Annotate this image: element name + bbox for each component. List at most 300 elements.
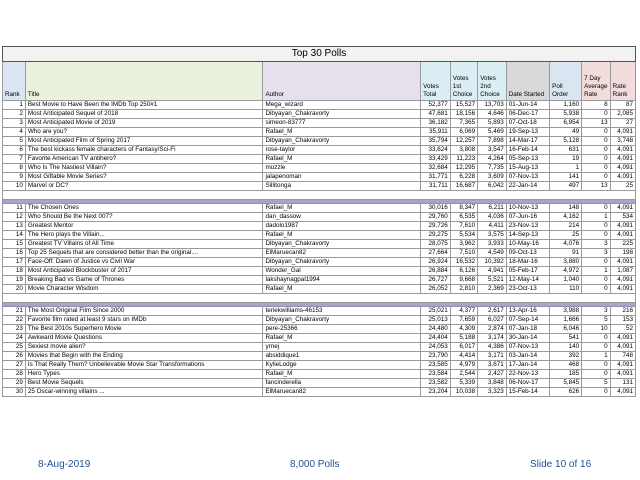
cell-votes-total: 31,711 — [421, 182, 451, 191]
cell-rank: 16 — [3, 249, 26, 258]
cell-title: Who Is The Nastiest Villain? — [25, 164, 263, 173]
cell-rank: 5 — [3, 137, 26, 146]
cell-title: Best Movie to Have Been the IMDb Top 250#1 — [25, 101, 263, 110]
cell-rank: 7 — [3, 155, 26, 164]
cell-author: Rafael_M — [263, 128, 421, 137]
cell-votes-2nd: 4,646 — [478, 110, 507, 119]
cell-votes-2nd: 3,174 — [478, 334, 507, 343]
table-row — [3, 213, 636, 222]
table-row — [3, 231, 636, 240]
cell-rank: 9 — [3, 173, 26, 182]
cell-votes-total: 25,013 — [421, 316, 451, 325]
cell-author: Rafael_M — [263, 231, 421, 240]
cell-date-started: 01-Jun-14 — [506, 101, 549, 110]
cell-votes-2nd: 2,617 — [478, 307, 507, 316]
cell-author: Rafael_M — [263, 285, 421, 294]
cell-votes-2nd: 3,575 — [478, 231, 507, 240]
cell-rate-rank: 4,091 — [610, 146, 635, 155]
cell-votes-total: 26,924 — [421, 258, 451, 267]
cell-author: Dibyayan_Chakravorty — [263, 258, 421, 267]
cell-author: rose-taylor — [263, 146, 421, 155]
cell-rate-rank: 4,091 — [610, 204, 635, 213]
cell-rate-rank: 2,085 — [610, 110, 635, 119]
cell-poll-order: 6,046 — [550, 325, 582, 334]
table-row — [3, 370, 636, 379]
cell-votes-1st: 2,810 — [450, 285, 477, 294]
cell-poll-order: 19 — [550, 155, 582, 164]
cell-votes-1st: 18,156 — [450, 110, 477, 119]
cell-votes-total: 29,726 — [421, 222, 451, 231]
cell-votes-1st: 6,535 — [450, 213, 477, 222]
table-row — [3, 307, 636, 316]
table-row — [3, 173, 636, 182]
cell-author: dadolo1987 — [263, 222, 421, 231]
table-row — [3, 249, 636, 258]
cell-date-started: 12-May-14 — [506, 276, 549, 285]
cell-title: Greatest TV Villains of All Time — [25, 240, 263, 249]
col-author-header: Author — [263, 62, 421, 101]
table-row — [3, 182, 636, 191]
table-row — [3, 334, 636, 343]
cell-title: Sexiest movie alien? — [25, 343, 263, 352]
cell-poll-order: 392 — [550, 352, 582, 361]
cell-rate-rank: 52 — [610, 325, 635, 334]
cell-votes-2nd: 7,735 — [478, 164, 507, 173]
cell-votes-total: 24,053 — [421, 343, 451, 352]
cell-votes-total: 28,075 — [421, 240, 451, 249]
cell-votes-1st: 4,979 — [450, 361, 477, 370]
cell-poll-order: 185 — [550, 370, 582, 379]
cell-avg-rate: 0 — [582, 128, 611, 137]
cell-votes-2nd: 4,036 — [478, 213, 507, 222]
cell-rate-rank: 87 — [610, 101, 635, 110]
cell-votes-total: 35,911 — [421, 128, 451, 137]
cell-rate-rank: 4,091 — [610, 285, 635, 294]
cell-votes-1st: 7,510 — [450, 249, 477, 258]
cell-author: fancinderella — [263, 379, 421, 388]
cell-votes-1st: 11,223 — [450, 155, 477, 164]
cell-rank: 12 — [3, 213, 26, 222]
header-row — [3, 62, 636, 101]
cell-rate-rank: 4,091 — [610, 276, 635, 285]
cell-rank: 3 — [3, 119, 26, 128]
cell-votes-total: 26,884 — [421, 267, 451, 276]
cell-avg-rate: 1 — [582, 352, 611, 361]
cell-date-started: 22-Nov-13 — [506, 370, 549, 379]
cell-votes-total: 52,377 — [421, 101, 451, 110]
cell-votes-total: 24,404 — [421, 334, 451, 343]
cell-date-started: 07-Sep-14 — [506, 316, 549, 325]
cell-poll-order: 5,938 — [550, 110, 582, 119]
cell-rank: 8 — [3, 164, 26, 173]
cell-rank: 18 — [3, 267, 26, 276]
cell-votes-1st: 8,347 — [450, 204, 477, 213]
cell-avg-rate: 0 — [582, 137, 611, 146]
cell-rate-rank: 198 — [610, 249, 635, 258]
cell-rate-rank: 4,091 — [610, 370, 635, 379]
cell-votes-total: 23,584 — [421, 370, 451, 379]
cell-rank: 11 — [3, 204, 26, 213]
cell-rate-rank: 4,091 — [610, 258, 635, 267]
table-row — [3, 343, 636, 352]
cell-author: simeon-83777 — [263, 119, 421, 128]
cell-rate-rank: 1,087 — [610, 267, 635, 276]
cell-author: Rafael_M — [263, 204, 421, 213]
cell-title: The best kickass female characters of Fantasy/Sci-Fi — [25, 146, 263, 155]
cell-votes-2nd: 6,042 — [478, 182, 507, 191]
cell-date-started: 14-Sep-13 — [506, 231, 549, 240]
cell-votes-total: 23,204 — [421, 388, 451, 397]
cell-title: The Hero plays the Villain... — [25, 231, 263, 240]
cell-author: muzzle — [263, 164, 421, 173]
cell-avg-rate: 0 — [582, 285, 611, 294]
cell-date-started: 23-Nov-13 — [506, 222, 549, 231]
cell-votes-1st: 12,295 — [450, 164, 477, 173]
cell-rate-rank: 4,091 — [610, 388, 635, 397]
cell-date-started: 15-Feb-14 — [506, 388, 549, 397]
cell-rate-rank: 4,091 — [610, 343, 635, 352]
cell-avg-rate: 0 — [582, 370, 611, 379]
col-title-header: Title — [25, 62, 263, 101]
cell-rank: 21 — [3, 307, 26, 316]
table-row — [3, 204, 636, 213]
cell-poll-order: 5,128 — [550, 137, 582, 146]
cell-votes-total: 29,275 — [421, 231, 451, 240]
cell-rank: 22 — [3, 316, 26, 325]
cell-title: Breaking Bad vs Game of Thrones — [25, 276, 263, 285]
cell-rank: 28 — [3, 370, 26, 379]
col-avg-rate-header: 7 Day Average Rate — [582, 62, 611, 101]
cell-date-started: 07-Nov-13 — [506, 173, 549, 182]
cell-votes-2nd: 3,323 — [478, 388, 507, 397]
col-date-header: Date Started — [506, 62, 549, 101]
cell-votes-2nd: 3,547 — [478, 146, 507, 155]
cell-title: The Chosen Ones — [25, 204, 263, 213]
cell-votes-total: 27,664 — [421, 249, 451, 258]
cell-avg-rate: 0 — [582, 155, 611, 164]
cell-poll-order: 4,972 — [550, 267, 582, 276]
cell-date-started: 03-Jan-14 — [506, 352, 549, 361]
cell-author: pere-25366 — [263, 325, 421, 334]
table-row — [3, 379, 636, 388]
cell-rate-rank: 4,091 — [610, 334, 635, 343]
cell-rate-rank: 4,091 — [610, 222, 635, 231]
cell-poll-order: 468 — [550, 361, 582, 370]
cell-votes-2nd: 6,027 — [478, 316, 507, 325]
table-row — [3, 285, 636, 294]
cell-rank: 1 — [3, 101, 26, 110]
cell-rate-rank: 4,091 — [610, 361, 635, 370]
col-votes-1st-header: Votes 1st Choice — [450, 62, 477, 101]
cell-title: Most Anticipated Blockbuster of 2017 — [25, 267, 263, 276]
cell-title: Awkward Movie Questions — [25, 334, 263, 343]
cell-avg-rate: 13 — [582, 119, 611, 128]
cell-votes-1st: 15,527 — [450, 101, 477, 110]
cell-votes-2nd: 3,933 — [478, 240, 507, 249]
cell-votes-2nd: 5,469 — [478, 128, 507, 137]
cell-poll-order: 49 — [550, 128, 582, 137]
cell-poll-order: 541 — [550, 334, 582, 343]
cell-date-started: 07-Jun-16 — [506, 213, 549, 222]
cell-poll-order: 1,040 — [550, 276, 582, 285]
cell-avg-rate: 0 — [582, 146, 611, 155]
cell-votes-2nd: 4,264 — [478, 155, 507, 164]
cell-votes-1st: 5,188 — [450, 334, 477, 343]
cell-author: absiddique1 — [263, 352, 421, 361]
cell-author: Dibyayan_Chakravorty — [263, 316, 421, 325]
cell-date-started: 05-Sep-13 — [506, 155, 549, 164]
cell-votes-2nd: 4,386 — [478, 343, 507, 352]
cell-date-started: 18-Mar-16 — [506, 258, 549, 267]
cell-votes-total: 26,727 — [421, 276, 451, 285]
cell-rank: 25 — [3, 343, 26, 352]
cell-date-started: 22-Jan-14 — [506, 182, 549, 191]
cell-votes-2nd: 5,893 — [478, 119, 507, 128]
cell-votes-2nd: 3,609 — [478, 173, 507, 182]
cell-votes-1st: 4,309 — [450, 325, 477, 334]
cell-rank: 2 — [3, 110, 26, 119]
cell-date-started: 06-Nov-17 — [506, 379, 549, 388]
cell-title: Top 25 Sequels that are considered better than the original.... — [25, 249, 263, 258]
cell-poll-order: 497 — [550, 182, 582, 191]
cell-title: Greatest Mentor — [25, 222, 263, 231]
table-row — [3, 110, 636, 119]
spacer-cell — [3, 294, 636, 303]
cell-avg-rate: 0 — [582, 204, 611, 213]
table-row — [3, 240, 636, 249]
cell-votes-total: 33,624 — [421, 146, 451, 155]
cell-poll-order: 626 — [550, 388, 582, 397]
cell-avg-rate: 1 — [582, 213, 611, 222]
col-rate-rank-header: Rate Rank — [610, 62, 635, 101]
cell-author: Rafael_M — [263, 334, 421, 343]
cell-title: Face-Off: Dawn of Justice vs Civil War — [25, 258, 263, 267]
cell-avg-rate: 0 — [582, 164, 611, 173]
cell-rank: 14 — [3, 231, 26, 240]
cell-votes-total: 36,182 — [421, 119, 451, 128]
table-row — [3, 155, 636, 164]
table-row — [3, 164, 636, 173]
cell-votes-1st: 3,962 — [450, 240, 477, 249]
cell-poll-order: 141 — [550, 173, 582, 182]
cell-title: Favorite film rated at least 9 stars on IMDb — [25, 316, 263, 325]
cell-poll-order: 4,076 — [550, 240, 582, 249]
spacer-cell — [3, 191, 636, 200]
cell-votes-1st: 7,365 — [450, 119, 477, 128]
cell-poll-order: 1,160 — [550, 101, 582, 110]
cell-votes-1st: 7,610 — [450, 222, 477, 231]
col-poll-order-header: Poll Order — [550, 62, 582, 101]
col-votes-2nd-header: Votes 2nd Choice — [478, 62, 507, 101]
cell-avg-rate: 0 — [582, 343, 611, 352]
cell-votes-total: 35,794 — [421, 137, 451, 146]
cell-rate-rank: 748 — [610, 352, 635, 361]
cell-votes-2nd: 2,874 — [478, 325, 507, 334]
cell-title: Who are you? — [25, 128, 263, 137]
cell-rank: 13 — [3, 222, 26, 231]
cell-date-started: 07-Jan-18 — [506, 325, 549, 334]
table-row — [3, 128, 636, 137]
cell-poll-order: 1 — [550, 164, 582, 173]
cell-avg-rate: 0 — [582, 173, 611, 182]
cell-date-started: 19-Sep-13 — [506, 128, 549, 137]
cell-votes-1st: 6,228 — [450, 173, 477, 182]
group-spacer — [3, 294, 636, 303]
polls-sheet — [2, 46, 636, 397]
cell-author: ElMaruecan82 — [263, 388, 421, 397]
cell-title: The Best 2010s Superhero Movie — [25, 325, 263, 334]
table-row — [3, 146, 636, 155]
table-row — [3, 276, 636, 285]
cell-author: Dibyayan_Chakravorty — [263, 137, 421, 146]
cell-votes-total: 25,021 — [421, 307, 451, 316]
table-row — [3, 267, 636, 276]
cell-poll-order: 5,845 — [550, 379, 582, 388]
cell-votes-2nd: 6,211 — [478, 204, 507, 213]
cell-poll-order: 6,954 — [550, 119, 582, 128]
cell-avg-rate: 0 — [582, 334, 611, 343]
cell-title: Movies that Begin with the Ending — [25, 352, 263, 361]
cell-rate-rank: 4,091 — [610, 128, 635, 137]
cell-votes-total: 23,585 — [421, 361, 451, 370]
cell-rank: 15 — [3, 240, 26, 249]
cell-votes-total: 31,771 — [421, 173, 451, 182]
cell-avg-rate: 0 — [582, 276, 611, 285]
table-row — [3, 361, 636, 370]
cell-votes-total: 30,016 — [421, 204, 451, 213]
cell-rank: 20 — [3, 285, 26, 294]
table-row — [3, 316, 636, 325]
cell-rate-rank: 4,091 — [610, 231, 635, 240]
cell-rate-rank: 225 — [610, 240, 635, 249]
cell-votes-2nd: 7,898 — [478, 137, 507, 146]
cell-author: Sillitonga — [263, 182, 421, 191]
cell-date-started: 06-Dec-17 — [506, 110, 549, 119]
cell-author: Dibyayan_Chakravorty — [263, 110, 421, 119]
cell-rate-rank: 534 — [610, 213, 635, 222]
cell-votes-1st: 10,038 — [450, 388, 477, 397]
cell-votes-2nd: 2,369 — [478, 285, 507, 294]
table-row — [3, 137, 636, 146]
table-row — [3, 119, 636, 128]
cell-author: dan_dassow — [263, 213, 421, 222]
cell-poll-order: 214 — [550, 222, 582, 231]
cell-votes-2nd: 3,848 — [478, 379, 507, 388]
cell-votes-2nd: 3,171 — [478, 352, 507, 361]
cell-avg-rate: 0 — [582, 361, 611, 370]
cell-author: jalapenoman — [263, 173, 421, 182]
cell-votes-1st: 6,069 — [450, 128, 477, 137]
cell-avg-rate: 3 — [582, 249, 611, 258]
cell-rate-rank: 4,091 — [610, 173, 635, 182]
cell-votes-total: 33,429 — [421, 155, 451, 164]
cell-avg-rate: 0 — [582, 388, 611, 397]
cell-votes-1st: 4,377 — [450, 307, 477, 316]
cell-rate-rank: 3,748 — [610, 137, 635, 146]
cell-avg-rate: 3 — [582, 307, 611, 316]
cell-votes-1st: 6,126 — [450, 267, 477, 276]
cell-author: Rafael_M — [263, 155, 421, 164]
cell-poll-order: 91 — [550, 249, 582, 258]
cell-title: 25 Oscar-winning villains ... — [25, 388, 263, 397]
cell-rank: 24 — [3, 334, 26, 343]
cell-rank: 27 — [3, 361, 26, 370]
cell-avg-rate: 13 — [582, 182, 611, 191]
cell-votes-2nd: 10,392 — [478, 258, 507, 267]
cell-avg-rate: 0 — [582, 222, 611, 231]
cell-title: Movie Character Wisdom — [25, 285, 263, 294]
cell-poll-order: 3,988 — [550, 307, 582, 316]
cell-date-started: 14-Mar-17 — [506, 137, 549, 146]
table-row — [3, 258, 636, 267]
cell-rank: 4 — [3, 128, 26, 137]
table-title: Top 30 Polls — [3, 47, 636, 62]
footer-slide-number: Slide 10 of 16 — [530, 459, 592, 470]
cell-votes-total: 26,052 — [421, 285, 451, 294]
cell-poll-order: 110 — [550, 285, 582, 294]
footer-poll-count: 8,000 Polls — [290, 459, 340, 470]
cell-votes-1st: 12,257 — [450, 137, 477, 146]
cell-votes-1st: 5,339 — [450, 379, 477, 388]
cell-votes-2nd: 13,703 — [478, 101, 507, 110]
cell-rank: 17 — [3, 258, 26, 267]
cell-votes-2nd: 3,671 — [478, 361, 507, 370]
cell-date-started: 10-May-16 — [506, 240, 549, 249]
cell-rate-rank: 25 — [610, 182, 635, 191]
table-row — [3, 101, 636, 110]
cell-title: The Most Original Film Since 2000 — [25, 307, 263, 316]
cell-date-started: 30-Jan-14 — [506, 334, 549, 343]
cell-date-started: 16-Feb-14 — [506, 146, 549, 155]
cell-votes-total: 23,790 — [421, 352, 451, 361]
cell-avg-rate: 3 — [582, 240, 611, 249]
cell-date-started: 15-Aug-13 — [506, 164, 549, 173]
cell-votes-1st: 6,017 — [450, 343, 477, 352]
polls-table — [2, 46, 636, 397]
cell-title: Most Anticipated Sequel of 2018 — [25, 110, 263, 119]
cell-date-started: 07-Nov-13 — [506, 343, 549, 352]
cell-title: Marvel or DC? — [25, 182, 263, 191]
cell-votes-1st: 2,544 — [450, 370, 477, 379]
cell-date-started: 09-Oct-13 — [506, 249, 549, 258]
cell-title: Most Giftable Movie Series? — [25, 173, 263, 182]
cell-date-started: 17-Jan-14 — [506, 361, 549, 370]
cell-avg-rate: 0 — [582, 231, 611, 240]
cell-votes-total: 23,582 — [421, 379, 451, 388]
cell-date-started: 13-Apr-16 — [506, 307, 549, 316]
cell-avg-rate: 1 — [582, 267, 611, 276]
cell-rate-rank: 4,091 — [610, 164, 635, 173]
cell-title: Most Anticipated Film of Spring 2017 — [25, 137, 263, 146]
cell-poll-order: 148 — [550, 204, 582, 213]
cell-votes-1st: 3,808 — [450, 146, 477, 155]
cell-avg-rate: 10 — [582, 325, 611, 334]
cell-poll-order: 3,880 — [550, 258, 582, 267]
cell-author: yrnej — [263, 343, 421, 352]
col-rank-header: Rank — [3, 62, 26, 101]
cell-avg-rate: 8 — [582, 101, 611, 110]
cell-votes-total: 47,681 — [421, 110, 451, 119]
cell-poll-order: 25 — [550, 231, 582, 240]
cell-votes-2nd: 4,941 — [478, 267, 507, 276]
cell-rank: 19 — [3, 276, 26, 285]
cell-avg-rate: 0 — [582, 258, 611, 267]
cell-votes-2nd: 2,427 — [478, 370, 507, 379]
cell-votes-1st: 16,687 — [450, 182, 477, 191]
cell-votes-total: 29,760 — [421, 213, 451, 222]
cell-avg-rate: 0 — [582, 110, 611, 119]
cell-author: KylieLodge — [263, 361, 421, 370]
